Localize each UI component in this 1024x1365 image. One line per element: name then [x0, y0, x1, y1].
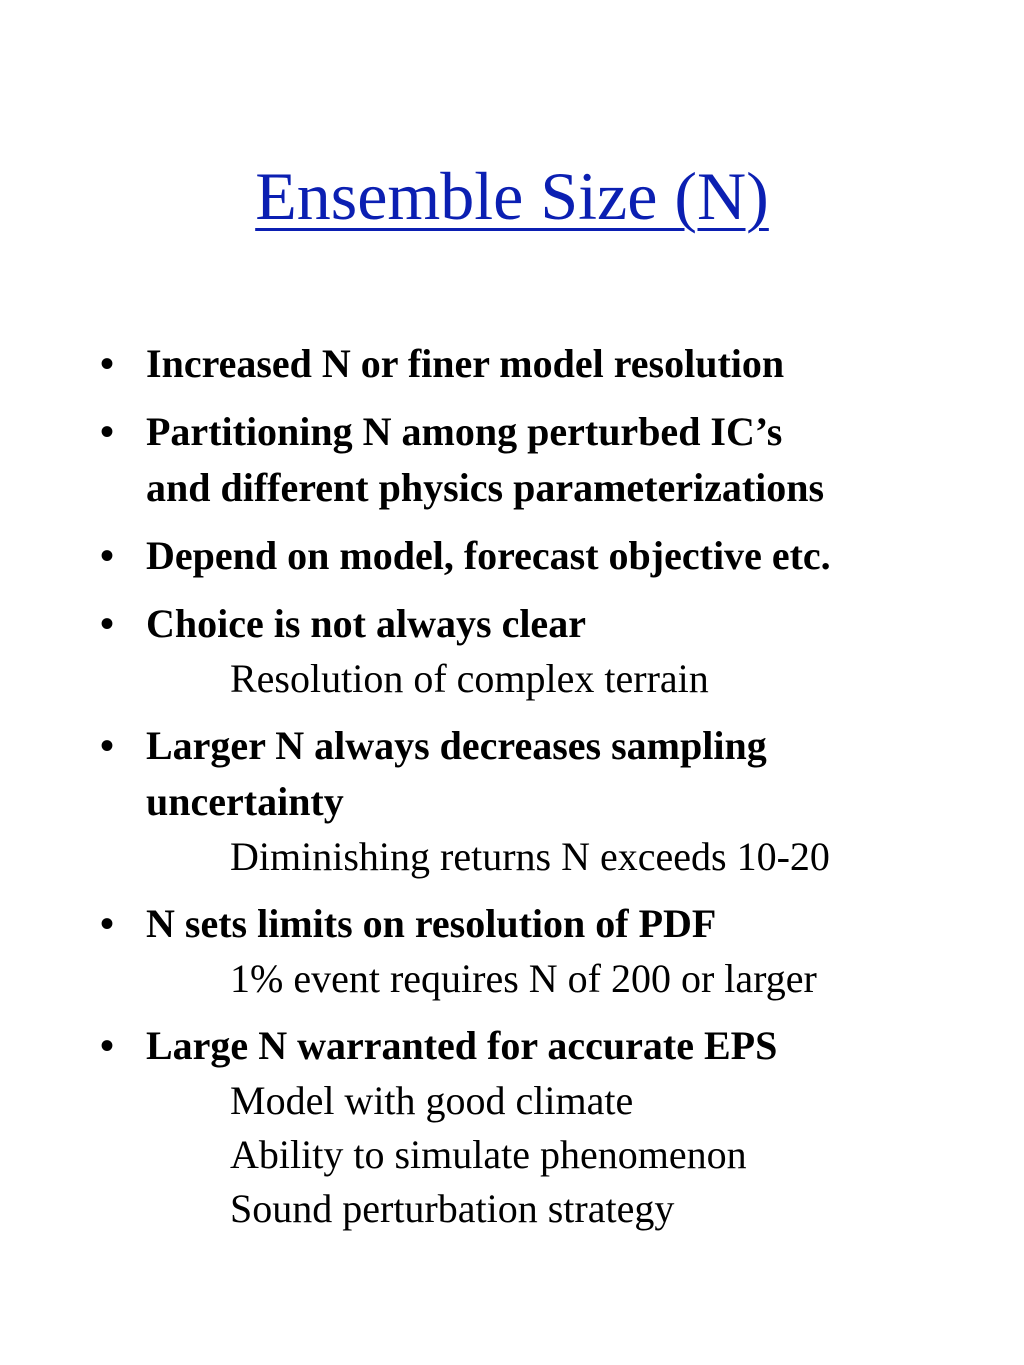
bullet-icon: • [100, 901, 115, 946]
bullet-item [0, 718, 1024, 884]
bullet-text: Depend on model, forecast objective etc. [146, 533, 831, 578]
bullet-text: N sets limits on resolution of PDF [146, 901, 717, 946]
bullet-icon: • [100, 601, 115, 646]
bullet-item [0, 404, 1024, 516]
bullet-item [0, 1018, 1024, 1236]
bullet-icon: • [100, 1023, 115, 1068]
bullet-icon: • [100, 409, 115, 454]
sub-point: Model with good climate [230, 1078, 634, 1123]
bullet-list [0, 336, 1024, 1248]
bullet-icon: • [100, 723, 115, 768]
bullet-text: Increased N or finer model resolution [146, 341, 785, 386]
bullet-text: Larger N always decreases sampling [146, 723, 767, 768]
bullet-item [0, 596, 1024, 706]
sub-point: Diminishing returns N exceeds 10-20 [230, 834, 830, 879]
bullet-icon: • [100, 533, 115, 578]
bullet-text: uncertainty [146, 779, 344, 824]
bullet-item [0, 528, 1024, 584]
bullet-text: Partitioning N among perturbed IC’s [146, 409, 783, 454]
sub-point: Sound perturbation strategy [230, 1186, 675, 1231]
bullet-text: and different physics parameterizations [146, 465, 825, 510]
sub-point: 1% event requires N of 200 or larger [230, 956, 817, 1001]
bullet-icon: • [100, 341, 115, 386]
sub-point: Ability to simulate phenomenon [230, 1132, 747, 1177]
bullet-item [0, 336, 1024, 392]
bullet-item [0, 896, 1024, 1006]
bullet-text: Large N warranted for accurate EPS [146, 1023, 778, 1068]
slide-title: Ensemble Size (N) [255, 158, 769, 234]
bullet-text: Choice is not always clear [146, 601, 586, 646]
sub-point: Resolution of complex terrain [230, 656, 709, 701]
